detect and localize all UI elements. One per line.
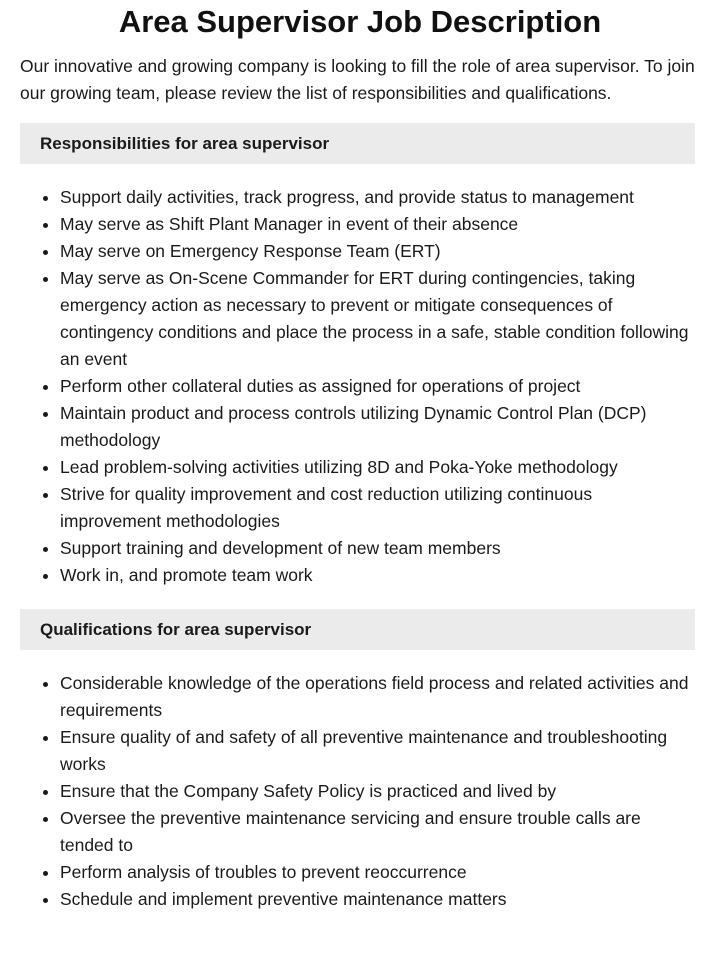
list-item: • Considerable knowledge of the operations field process and related activities and requirements (60, 670, 700, 724)
list-item: • May serve as Shift Plant Manager in event of their absence (60, 211, 700, 238)
list-item: • Perform other collateral duties as assigned for operations of project (60, 373, 700, 400)
list-item: • May serve as On-Scene Commander for ERT during contingencies, taking emergency action as necessary to prevent or mitigate consequences of contingency conditions and place the process in a safe, stable condition following an event (60, 265, 700, 373)
list-item: • Strive for quality improvement and cost reduction utilizing continuous improvement methodologies (60, 481, 700, 535)
list-item: • Support training and development of new team members (60, 535, 700, 562)
qualifications-heading: Qualifications for area supervisor (20, 609, 695, 650)
responsibilities-heading: Responsibilities for area supervisor (20, 123, 695, 164)
list-item: • Ensure that the Company Safety Policy is practiced and lived by (60, 778, 700, 805)
intro-paragraph: Our innovative and growing company is looking to fill the role of area supervisor. To join our growing team, please review the list of responsibilities and qualifications. (20, 56, 695, 103)
list-item: • Oversee the preventive maintenance servicing and ensure trouble calls are tended to (60, 805, 700, 859)
qualifications-list (20, 670, 700, 913)
list-item: • Perform analysis of troubles to prevent reoccurrence (60, 859, 700, 886)
list-item: • Ensure quality of and safety of all preventive maintenance and troubleshooting works (60, 724, 700, 778)
list-item: • Support daily activities, track progress, and provide status to management (60, 184, 700, 211)
responsibilities-list (20, 184, 700, 589)
list-item: • May serve on Emergency Response Team (ERT) (60, 238, 700, 265)
list-item: • Schedule and implement preventive maintenance matters (60, 886, 700, 913)
list-item: • Maintain product and process controls utilizing Dynamic Control Plan (DCP) methodology (60, 400, 700, 454)
list-item: • Work in, and promote team work (60, 562, 700, 589)
list-item: • Lead problem-solving activities utilizing 8D and Poka-Yoke methodology (60, 454, 700, 481)
page-title: Area Supervisor Job Description (118, 4, 602, 39)
